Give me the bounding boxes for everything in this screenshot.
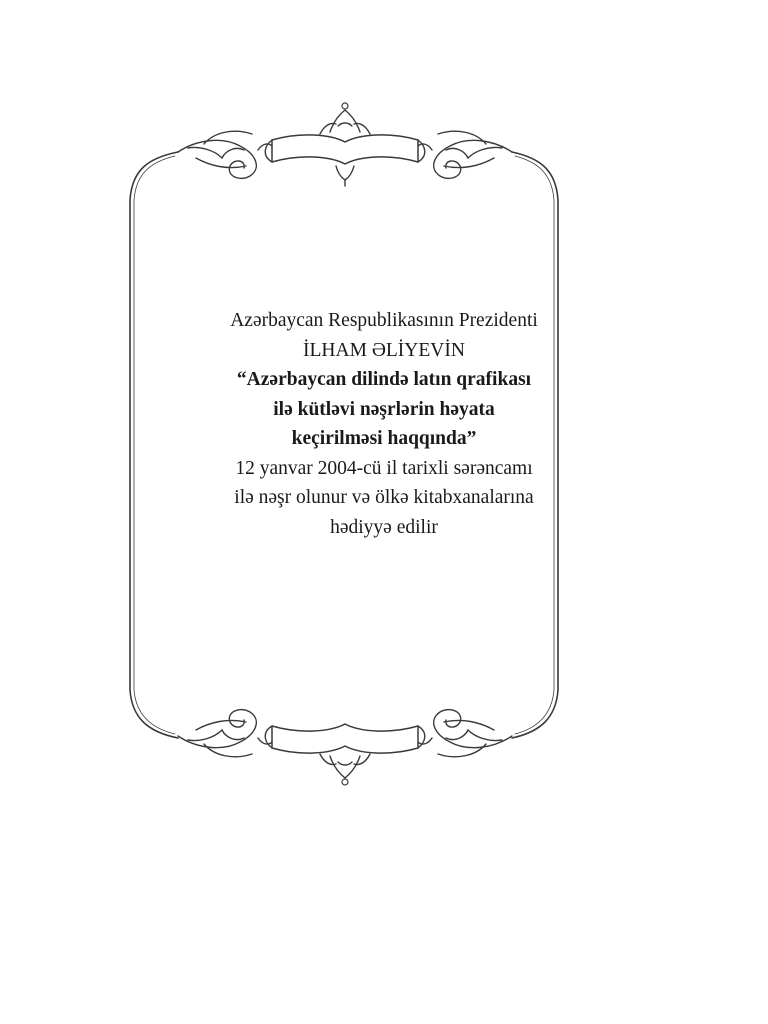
top-ornament-icon [178, 103, 512, 186]
gift-note-line: hədiyyə edilir [330, 516, 438, 538]
bottom-ornament-icon [178, 710, 512, 785]
publication-note-line: ilə nəşr olunur və ölkə kitabxanalarına [234, 487, 534, 508]
decree-title-line-1: “Azərbaycan dilində latın qrafikası [236, 369, 532, 390]
decree-title-line-2: ilə kütləvi nəşrlərin həyata [273, 398, 495, 420]
president-name-line: İLHAM ƏLİYEVİN [303, 339, 465, 361]
president-title-line: Azərbaycan Respublikasının Prezidenti [230, 310, 538, 331]
decree-date-line: 12 yanvar 2004-cü il tarixli sərəncamı [235, 457, 533, 479]
decree-text-block [160, 306, 608, 542]
decree-title-line-3: keçirilməsi haqqında” [291, 428, 477, 449]
